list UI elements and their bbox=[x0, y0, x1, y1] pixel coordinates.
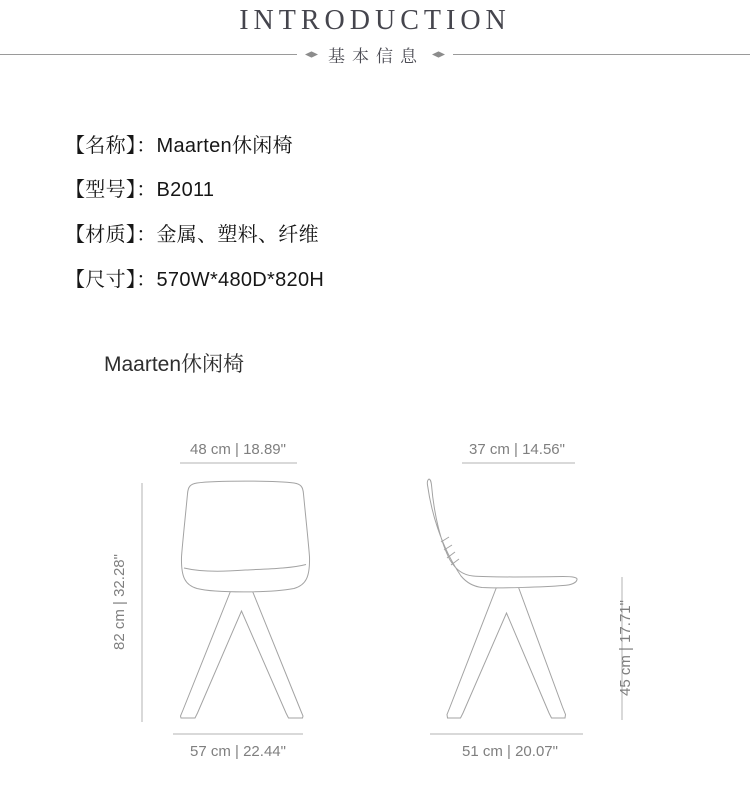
front-top-dimension-label: 48 cm | 18.89" bbox=[190, 441, 286, 458]
section-subtitle: 基本信息 bbox=[328, 46, 424, 66]
front-height-dimension-label: 82 cm | 32.28" bbox=[111, 554, 128, 650]
chair-dimension-diagram bbox=[0, 430, 750, 770]
product-name-caption: Maarten休闲椅 bbox=[104, 353, 245, 376]
chair-front-shell bbox=[181, 481, 309, 592]
spec-row-material bbox=[65, 218, 319, 247]
side-bottom-dimension-label: 51 cm | 20.07" bbox=[462, 743, 558, 760]
side-view-drawing bbox=[427, 479, 577, 718]
spec-value: Maarten休闲椅 bbox=[156, 135, 293, 157]
chair-front-legs bbox=[181, 590, 304, 718]
spec-label: 【型号】： bbox=[65, 179, 157, 201]
spec-value: 金属、塑料、纤维 bbox=[156, 224, 319, 246]
spec-row-model bbox=[65, 173, 214, 202]
side-height-dimension-label: 45 cm | 17.71" bbox=[617, 600, 634, 696]
spec-value: 570W*480D*820H bbox=[156, 269, 325, 291]
spec-label: 【尺寸】： bbox=[65, 269, 157, 291]
divider-line-right bbox=[453, 54, 750, 55]
chair-side-shell bbox=[427, 479, 577, 588]
arrow-right-icon bbox=[305, 51, 318, 58]
section-divider bbox=[0, 44, 750, 64]
front-view-drawing bbox=[181, 481, 310, 718]
page-title: INTRODUCTION bbox=[239, 5, 511, 36]
divider-line-left bbox=[0, 54, 297, 55]
spec-value: B2011 bbox=[156, 179, 215, 201]
side-top-dimension-label: 37 cm | 14.56" bbox=[469, 441, 565, 458]
arrow-left-icon bbox=[432, 51, 445, 58]
spec-label: 【材质】： bbox=[65, 224, 157, 246]
spec-label: 【名称】： bbox=[65, 135, 157, 157]
spec-row-name bbox=[65, 129, 293, 158]
front-bottom-dimension-label: 57 cm | 22.44" bbox=[190, 743, 286, 760]
chair-side-legs bbox=[447, 586, 566, 718]
spec-row-size bbox=[65, 263, 324, 292]
